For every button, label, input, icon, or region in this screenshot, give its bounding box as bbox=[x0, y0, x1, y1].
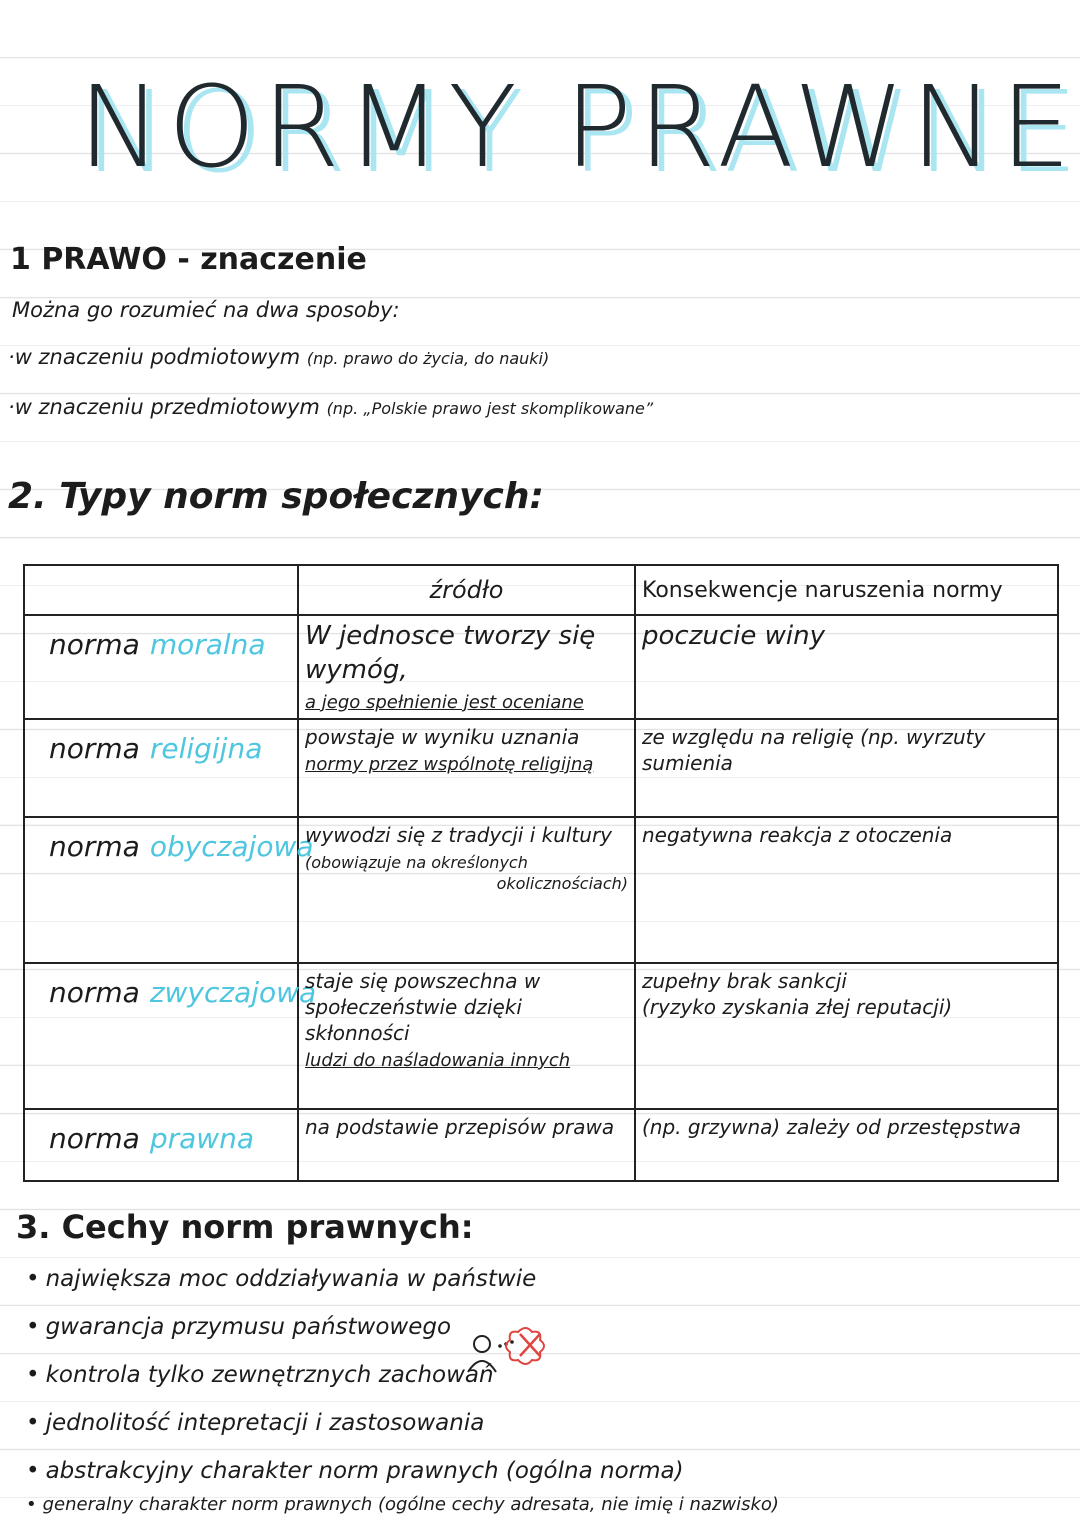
header-cell-source: źródło bbox=[298, 565, 635, 615]
table-row bbox=[24, 615, 1058, 719]
section3-heading: 3. Cechy norm prawnych: bbox=[16, 1208, 474, 1246]
norm-source: staje się powszechna w społeczeństwie dzięki skłonności ludzi do naśladowania innych bbox=[298, 963, 635, 1109]
norm-source: na podstawie przepisów prawa bbox=[298, 1109, 635, 1181]
table-row bbox=[24, 963, 1058, 1109]
list-item: • kontrola tylko zewnętrznych zachowań bbox=[26, 1362, 494, 1388]
table-row bbox=[24, 1109, 1058, 1181]
norm-consequence: ze względu na religię (np. wyrzuty sumienia bbox=[635, 719, 1058, 817]
norm-name: norma zwyczajowa bbox=[24, 963, 298, 1109]
section1-intro: Można go rozumieć na dwa sposoby: bbox=[12, 298, 400, 322]
list-item: • generalny charakter norm prawnych (ogólne cechy adresata, nie imię i nazwisko) bbox=[26, 1494, 779, 1515]
norm-name: norma prawna bbox=[24, 1109, 298, 1181]
people-doodle-icon bbox=[460, 1326, 552, 1378]
norm-consequence: zupełny brak sankcji (ryzyko zyskania złej reputacji) bbox=[635, 963, 1058, 1109]
section1-item: ·w znaczeniu podmiotowym (np. prawo do życia, do nauki) bbox=[8, 345, 550, 369]
list-item: • abstrakcyjny charakter norm prawnych (ogólna norma) bbox=[26, 1458, 684, 1484]
section1-item: ·w znaczeniu przedmiotowym (np. „Polskie prawo jest skomplikowane” bbox=[8, 395, 654, 419]
section1-item-main: w znaczeniu podmiotowym bbox=[14, 345, 301, 369]
section1-heading: 1 PRAWO - znaczenie bbox=[10, 242, 367, 277]
norm-name: norma religijna bbox=[24, 719, 298, 817]
norm-source: W jednosce tworzy się wymóg, a jego spełnienie jest oceniane bbox=[298, 615, 635, 719]
list-item: • gwarancja przymusu państwowego bbox=[26, 1314, 451, 1340]
norm-consequence: poczucie winy bbox=[635, 615, 1058, 719]
norms-table bbox=[23, 564, 1059, 1182]
table-row bbox=[24, 817, 1058, 963]
norm-source: wywodzi się z tradycji i kultury (obowiązuje na określonych okolicznościach) bbox=[298, 817, 635, 963]
norm-consequence: (np. grzywna) zależy od przestępstwa bbox=[635, 1109, 1058, 1181]
list-item: • jednolitość intepretacji i zastosowania bbox=[26, 1410, 484, 1436]
section1-item-note: (np. prawo do życia, do nauki) bbox=[306, 349, 550, 368]
norm-source: powstaje w wyniku uznania normy przez wspólnotę religijną bbox=[298, 719, 635, 817]
table-header-row bbox=[24, 565, 1058, 615]
list-item: • największa moc oddziaływania w państwie bbox=[26, 1266, 536, 1292]
norm-name: norma obyczajowa bbox=[24, 817, 298, 963]
section1-item-note: (np. „Polskie prawo jest skomplikowane” bbox=[326, 399, 654, 418]
header-cell-consequence: Konsekwencje naruszenia normy bbox=[635, 565, 1058, 615]
section2-heading: 2. Typy norm społecznych: bbox=[8, 476, 544, 517]
header-cell-empty bbox=[24, 565, 298, 615]
page-title: NORMY PRAWNE bbox=[78, 63, 1078, 193]
table-row bbox=[24, 719, 1058, 817]
section1-item-main: w znaczeniu przedmiotowym bbox=[14, 395, 320, 419]
norm-consequence: negatywna reakcja z otoczenia bbox=[635, 817, 1058, 963]
norm-name: norma moralna bbox=[24, 615, 298, 719]
